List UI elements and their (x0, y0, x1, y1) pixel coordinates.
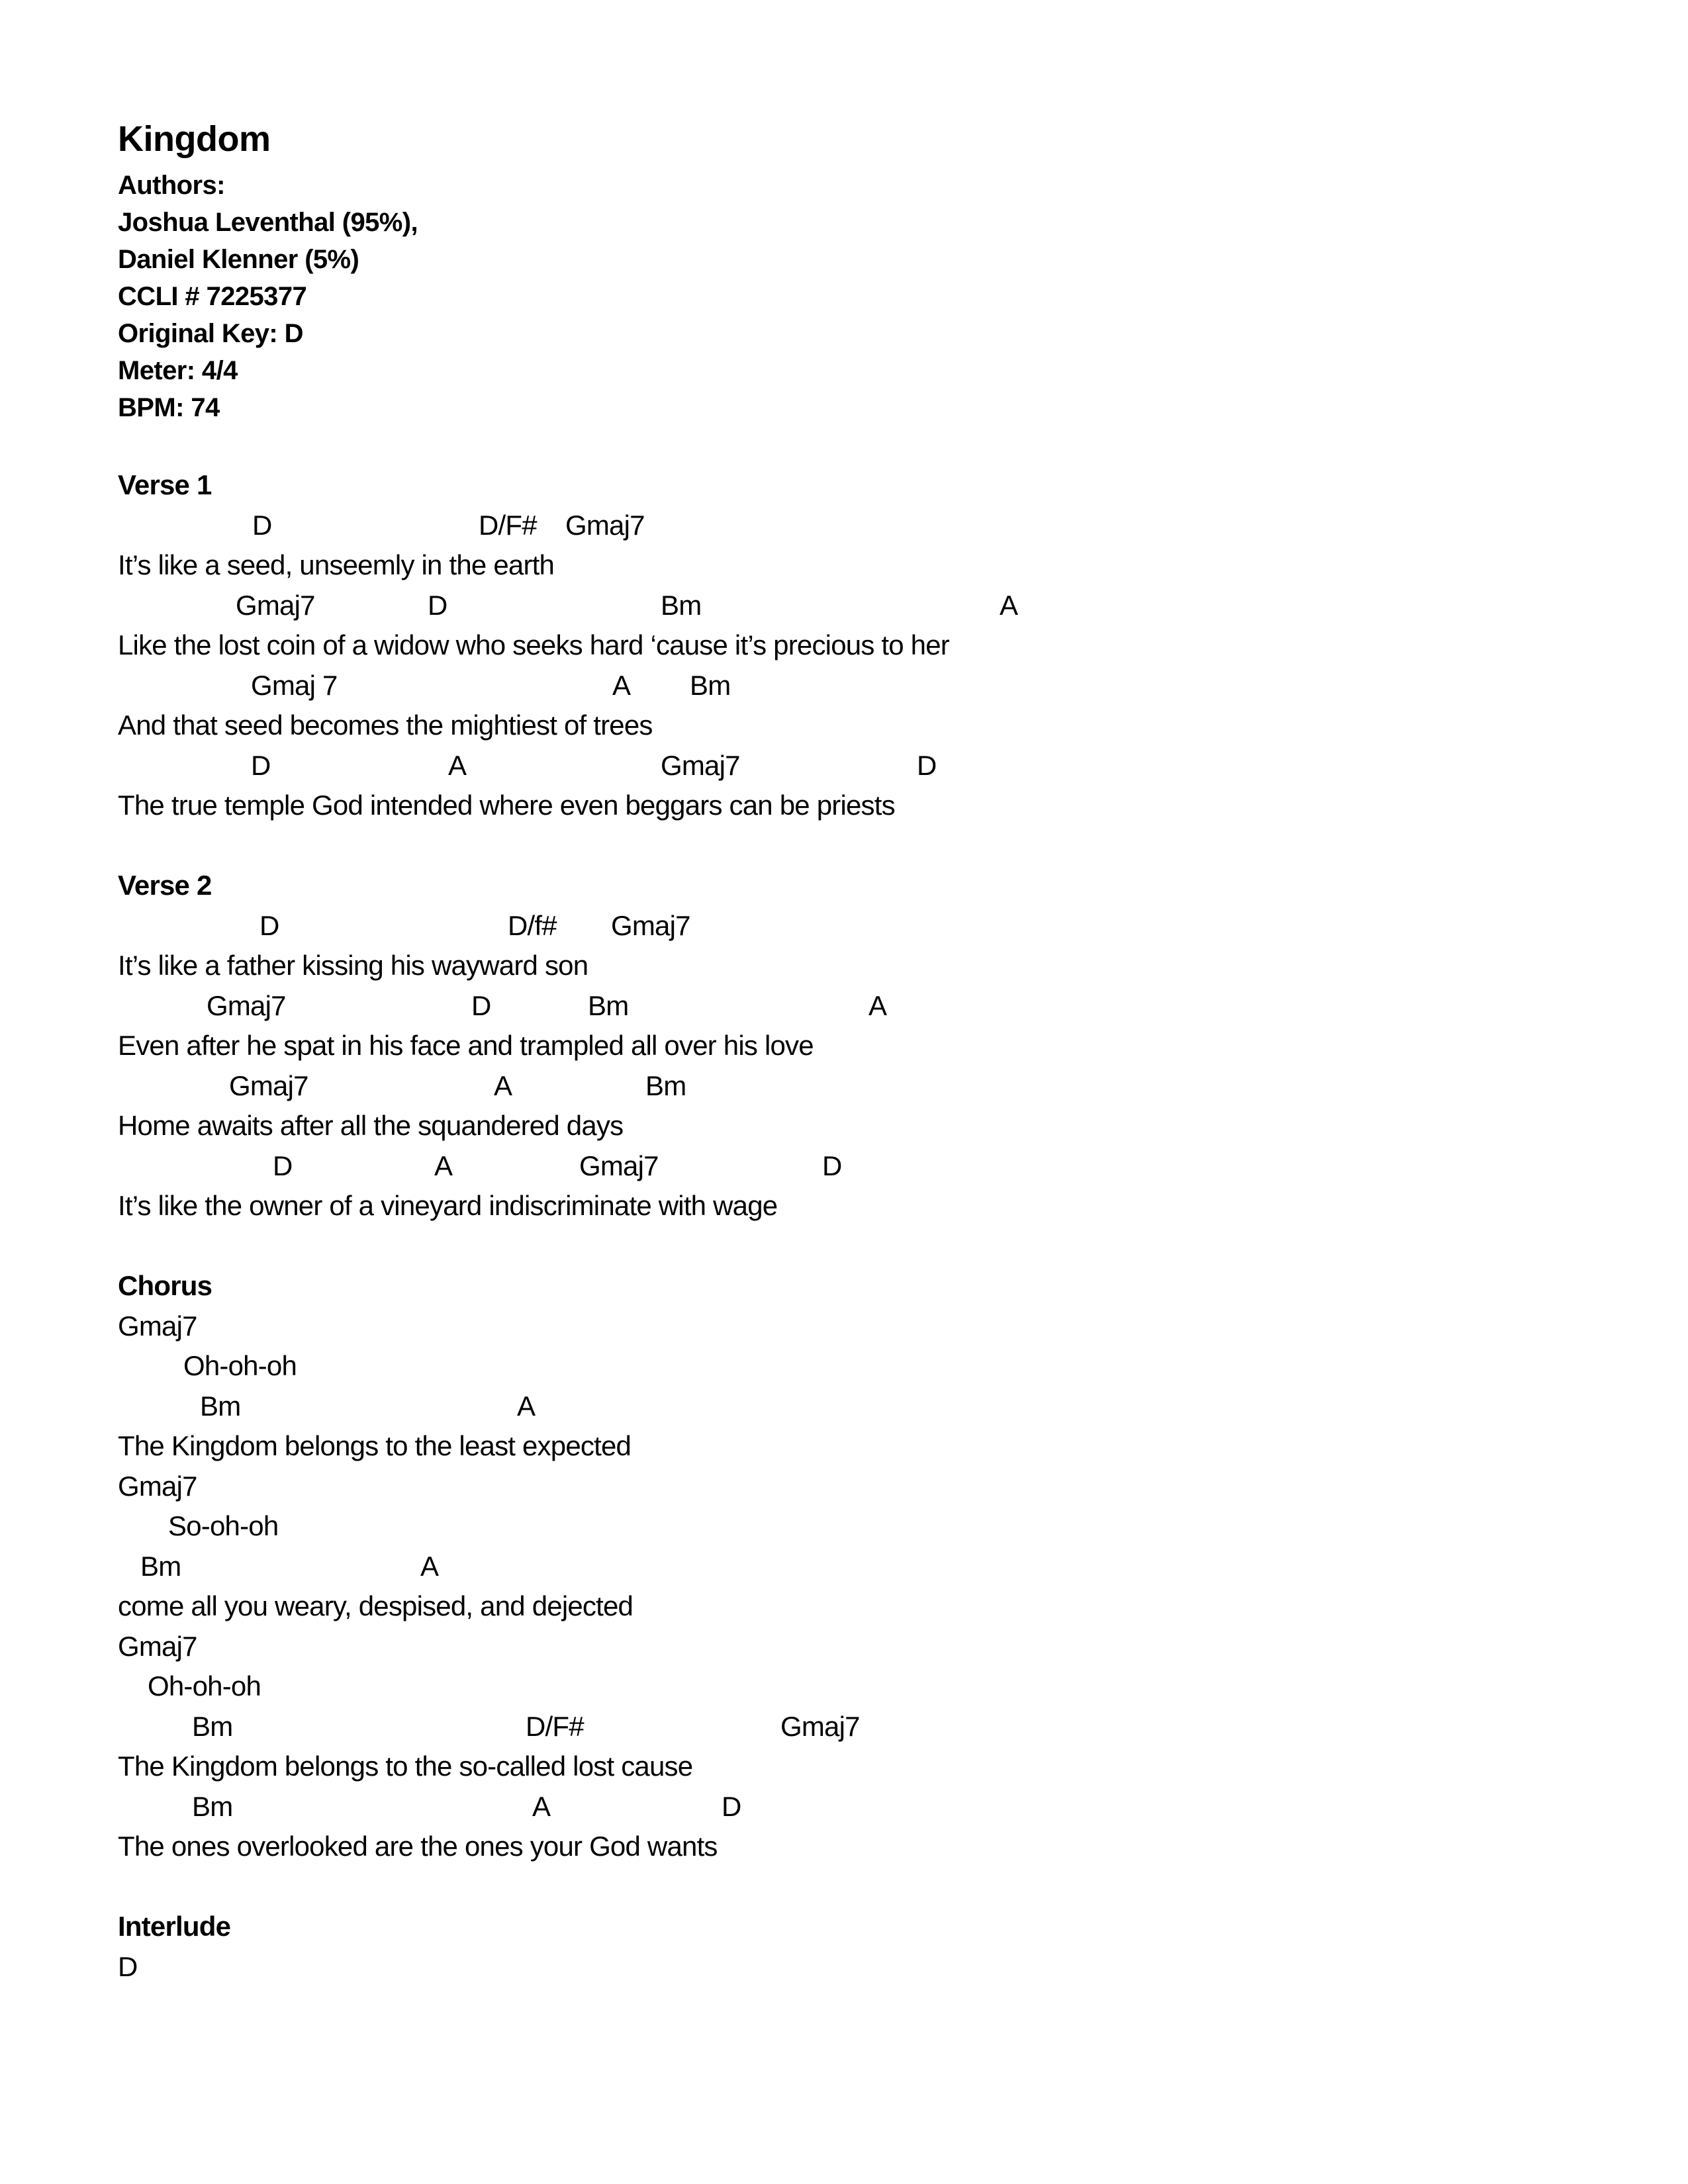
chord-line (0, 907, 1688, 944)
chord: A (868, 990, 887, 1021)
chord: D (917, 750, 937, 781)
chord: Bm (588, 990, 629, 1021)
chord: D (722, 1791, 741, 1822)
chord: Bm (140, 1551, 181, 1582)
chord-line (0, 1388, 1688, 1425)
chord: A (1000, 590, 1018, 621)
chord: Gmaj7 (118, 1631, 197, 1662)
song-title: Kingdom (118, 119, 271, 159)
chord-line (0, 507, 1688, 544)
chord: Gmaj7 (579, 1150, 659, 1181)
author-2: Daniel Klenner (5%) (118, 245, 359, 274)
chord: Bm (661, 590, 702, 621)
chord: A (612, 670, 631, 701)
lyric-line: It’s like the owner of a vineyard indiscriminate with wage (118, 1190, 778, 1221)
lyric-line: Home awaits after all the squandered days (118, 1110, 624, 1141)
section-heading-chorus: Chorus (118, 1270, 212, 1301)
chord-line (0, 1308, 1688, 1345)
chord: D (428, 590, 447, 621)
lyric-line: And that seed becomes the mightiest of trees (118, 709, 653, 741)
chord: D (251, 750, 271, 781)
chord: Gmaj7 (118, 1471, 197, 1502)
chord: Gmaj7 (236, 590, 315, 621)
chord: D (822, 1150, 842, 1181)
chord: Gmaj 7 (251, 670, 338, 701)
chord: A (494, 1070, 512, 1101)
chord: D (252, 510, 272, 541)
section-heading-verse-2: Verse 2 (118, 870, 212, 901)
chord: D (259, 910, 279, 941)
lyric-line: Oh-oh-oh (148, 1670, 261, 1702)
lyric-line: The Kingdom belongs to the least expected (118, 1430, 632, 1461)
chord: Gmaj7 (229, 1070, 308, 1101)
chord: D/F# (526, 1711, 584, 1742)
chord-line (0, 1068, 1688, 1105)
lyric-line: Oh-oh-oh (183, 1350, 297, 1381)
chord-line (0, 1628, 1688, 1665)
chord: Gmaj7 (611, 910, 690, 941)
chord: Bm (192, 1791, 233, 1822)
chord-line (0, 1788, 1688, 1825)
chord: Gmaj7 (661, 750, 740, 781)
chord: D (118, 1951, 138, 1982)
lyric-line: So-oh-oh (168, 1510, 279, 1541)
lyric-line: The ones overlooked are the ones your God wants (118, 1831, 718, 1862)
chord-line (0, 1548, 1688, 1585)
chord: A (434, 1150, 453, 1181)
chord: D (471, 990, 491, 1021)
chord: D/f# (508, 910, 557, 941)
chord-line (0, 747, 1688, 784)
chord-line (0, 987, 1688, 1024)
chord: Bm (200, 1390, 241, 1422)
chord: Bm (645, 1070, 686, 1101)
chord-line (0, 1708, 1688, 1745)
chord-line (0, 587, 1688, 624)
chord-line (0, 667, 1688, 704)
lyric-line: Like the lost coin of a widow who seeks hard ‘cause it’s precious to her (118, 629, 949, 660)
chord: A (448, 750, 467, 781)
lyric-line: The Kingdom belongs to the so-called lost cause (118, 1751, 693, 1782)
chord: Gmaj7 (207, 990, 286, 1021)
lyric-line: come all you weary, despised, and dejected (118, 1590, 633, 1621)
chord-line (0, 1468, 1688, 1505)
lyric-line: It’s like a seed, unseemly in the earth (118, 549, 555, 580)
authors-label: Authors: (118, 171, 225, 200)
chord: D/F# (479, 510, 537, 541)
chord: A (532, 1791, 551, 1822)
author-1: Joshua Leventhal (95%), (118, 208, 418, 237)
chord: Gmaj7 (118, 1310, 197, 1342)
chord: A (517, 1390, 536, 1422)
section-heading-interlude: Interlude (118, 1911, 231, 1942)
chord: A (420, 1551, 439, 1582)
chord: Gmaj7 (780, 1711, 860, 1742)
chord: Bm (192, 1711, 233, 1742)
chord: D (273, 1150, 293, 1181)
lyric-line: It’s like a father kissing his wayward son (118, 950, 588, 981)
chord: Gmaj7 (565, 510, 645, 541)
ccli-number: CCLI # 7225377 (118, 282, 307, 311)
lyric-line: The true temple God intended where even beggars can be priests (118, 790, 895, 821)
lyric-line: Even after he spat in his face and trampled all over his love (118, 1030, 814, 1061)
original-key: Original Key: D (118, 319, 303, 348)
bpm: BPM: 74 (118, 393, 220, 422)
chord: Bm (690, 670, 731, 701)
section-heading-verse-1: Verse 1 (118, 469, 212, 500)
meter: Meter: 4/4 (118, 356, 238, 385)
chord-line (0, 1148, 1688, 1185)
